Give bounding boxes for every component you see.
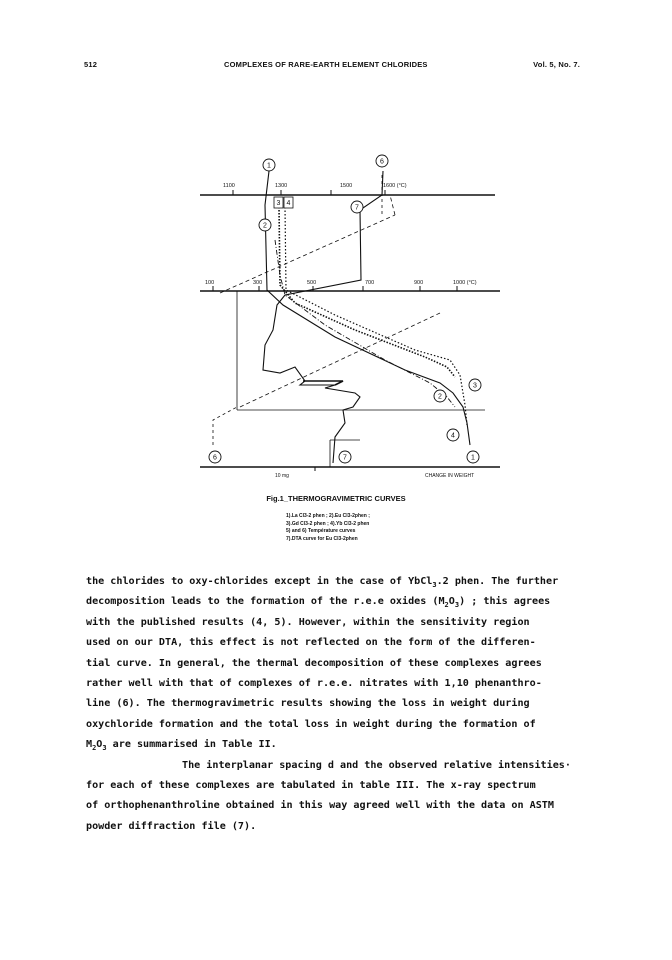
text-line: oxychloride formation and the total loss in weight during the formation of	[86, 718, 536, 730]
svg-text:6: 6	[380, 158, 384, 166]
text-line: tial curve. In general, the thermal decomposition of these complexes agrees	[86, 657, 542, 669]
curve-marker	[209, 451, 221, 463]
curve-marker	[469, 379, 481, 391]
text-line: rather well with that of complexes of r.e.e. nitrates with 1,10 phenanthro-	[86, 677, 542, 689]
top-tick-label: 1600 (°C)	[383, 183, 407, 189]
temperature-curve-6	[240, 313, 440, 407]
svg-text:1: 1	[267, 162, 271, 170]
mid-tick-label: 300	[253, 280, 263, 286]
svg-text:4: 4	[451, 432, 455, 440]
mid-tick-label: 500	[307, 280, 317, 286]
mid-tick-label: 1000 (°C)	[453, 280, 477, 286]
tg-curve-1	[265, 171, 470, 445]
svg-text:2: 2	[438, 393, 442, 401]
volume-info: Vol. 5, No. 7.	[533, 60, 580, 69]
text-line: with the published results (4, 5). However, within the sensitivity region	[86, 616, 530, 628]
legend-entry: 5) and 6) Température curves	[286, 528, 356, 535]
figure-caption: Fig.1_THERMOGRAVIMETRIC CURVES	[266, 494, 406, 503]
mid-tick-label: 700	[365, 280, 375, 286]
legend-entry: 1).La Cl3-2 phen ; 2).Eu Cl3-2phen ;	[286, 513, 370, 519]
page-number: 512	[84, 60, 98, 69]
curve-marker	[274, 197, 283, 208]
text-line: The interplanar spacing d and the observed relative intensities·	[182, 759, 571, 771]
svg-text:3: 3	[276, 200, 281, 207]
text-line: for each of these complexes are tabulated in table III. The x-ray spectrum	[86, 779, 536, 791]
svg-text:7: 7	[343, 454, 347, 462]
mid-tick-label: 100	[205, 280, 215, 286]
figure-svg	[185, 145, 525, 485]
temperature-curve-5	[220, 195, 395, 293]
curve-marker	[351, 201, 363, 213]
curve-marker	[447, 429, 459, 441]
curve-marker	[467, 451, 479, 463]
bottom-tick-label: 10 mg	[275, 473, 289, 479]
svg-text:4: 4	[286, 200, 291, 207]
text-line: $M_2O_3$ are summarised in Table II.	[86, 739, 277, 753]
bottom-axis-label: CHANGE IN WEIGHT	[425, 473, 475, 479]
tg-curve-2	[275, 240, 455, 407]
curve-marker	[259, 219, 271, 231]
svg-text:2: 2	[263, 222, 267, 230]
curve-marker	[263, 159, 275, 171]
svg-text:1: 1	[471, 454, 475, 462]
svg-text:3: 3	[473, 382, 477, 390]
curve-marker	[284, 197, 293, 208]
text-line: of orthophenanthroline obtained in this way agreed well with the data on ASTM	[86, 800, 554, 812]
text-line: line (6). The thermogravimetric results showing the loss in weight during	[86, 698, 530, 710]
text-line: powder diffraction file (7).	[86, 820, 257, 832]
top-tick-label: 1100	[223, 183, 235, 189]
legend-entry: 3).Gd Cl3-2 phen ; 4).Yb Cl3-2 phen	[286, 520, 370, 527]
running-title: COMPLEXES OF RARE-EARTH ELEMENT CHLORIDES	[224, 60, 428, 69]
legend-entry: 7).DTA curve for Eu Cl3-2phen	[286, 535, 358, 542]
top-tick-label: 1500	[340, 183, 353, 189]
body-text	[86, 572, 606, 837]
curve-marker	[339, 451, 351, 463]
text-line: decomposition leads to the formation of the r.e.e oxides $(M_2O_3)$ ; this agrees	[86, 596, 551, 610]
figure-legend	[286, 513, 370, 543]
svg-text:7: 7	[355, 204, 359, 212]
svg-text:6: 6	[213, 454, 217, 462]
curve-marker	[434, 390, 446, 402]
text-line: the chlorides to oxy-chlorides except in the case of YbCl$_3$.2 phen. The further	[86, 576, 559, 589]
top-tick-label: 1300	[275, 183, 288, 189]
text-line: used on our DTA, this effect is not reflected on the form of the differen-	[86, 637, 536, 649]
mid-tick-label: 900	[414, 280, 424, 286]
curve-marker	[376, 155, 388, 167]
dta-curve-7	[263, 171, 383, 463]
thermogravimetric-figure	[185, 145, 525, 485]
